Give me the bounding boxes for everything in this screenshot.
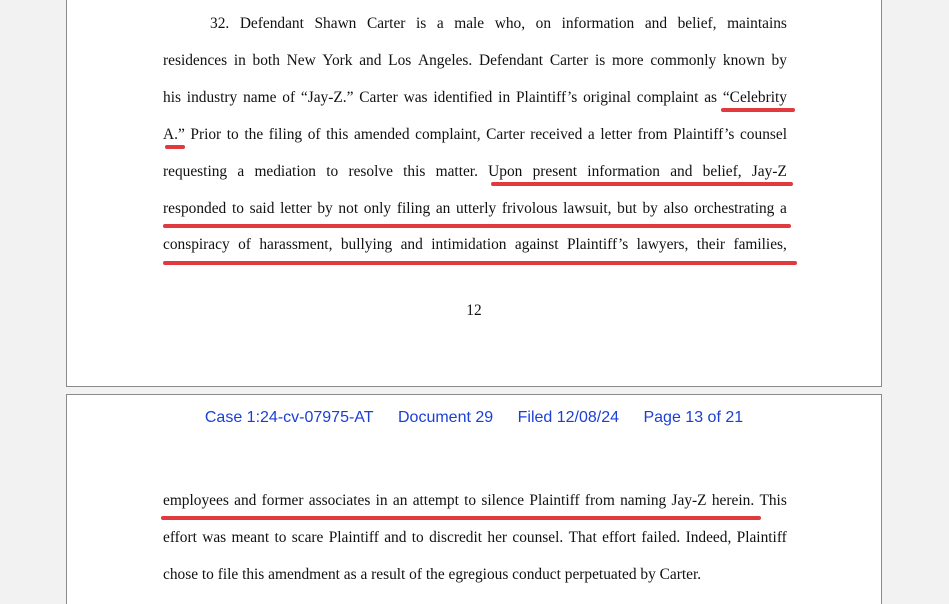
word: A.” — [163, 126, 185, 143]
underline-annotation — [721, 108, 795, 112]
word: counsel. — [512, 529, 564, 546]
word: effort — [163, 529, 197, 546]
word: but — [617, 200, 637, 217]
word: Jay-Z — [671, 492, 707, 509]
underline-annotation — [491, 182, 793, 186]
word: received — [530, 126, 583, 143]
word: in — [233, 52, 246, 69]
word: bullying — [340, 236, 393, 253]
word: lawyers, — [636, 236, 689, 253]
word: to — [464, 492, 477, 509]
word: amended — [353, 126, 410, 143]
word: Prior — [190, 126, 222, 143]
word: scare — [291, 529, 324, 546]
word: their — [696, 236, 726, 253]
word: from — [584, 492, 615, 509]
word: silence — [481, 492, 525, 509]
word: information — [587, 163, 660, 180]
word: utterly — [456, 200, 497, 217]
word: more — [611, 52, 644, 69]
word: a — [436, 15, 444, 32]
word: to — [226, 126, 239, 143]
word: to — [274, 529, 287, 546]
word: an — [435, 200, 451, 217]
word: associates — [308, 492, 371, 509]
word: is — [595, 52, 606, 69]
word: of — [238, 236, 251, 253]
word: letter — [280, 200, 312, 217]
word: known — [722, 52, 765, 69]
word: residences — [163, 52, 228, 69]
page-number: 12 — [466, 302, 482, 319]
word: and — [359, 52, 382, 69]
word: Indeed, — [685, 529, 732, 546]
word: Los — [388, 52, 412, 69]
word: employees — [163, 492, 229, 509]
word: conspiracy — [163, 236, 230, 253]
word: requesting — [163, 163, 228, 180]
word: counsel — [739, 126, 787, 143]
word: letter — [600, 126, 632, 143]
paragraph-line — [163, 565, 787, 585]
word: Plaintiff — [529, 492, 580, 509]
word: Carter — [366, 15, 406, 32]
word: is — [415, 15, 427, 32]
word: belief, — [677, 15, 717, 32]
word: Plaintiff’s — [515, 89, 578, 106]
word: New — [286, 52, 316, 69]
word: 32. — [210, 15, 230, 32]
word: resolve — [348, 163, 393, 180]
word: a — [780, 200, 787, 217]
word: present — [532, 163, 578, 180]
word: information — [561, 15, 635, 32]
word: responded — [163, 200, 227, 217]
word: Carter — [486, 126, 525, 143]
paragraph-line — [163, 491, 787, 511]
word: intimidation — [431, 236, 507, 253]
paragraph-line — [163, 88, 787, 108]
word: herein. — [711, 492, 755, 509]
document-page-13 — [66, 394, 882, 604]
word: male — [454, 15, 485, 32]
word: against — [514, 236, 559, 253]
word: original — [583, 89, 631, 106]
word: Jay-Z — [751, 163, 787, 180]
word: chose to file this amendment as a result of the egregious conduct perpetuated by Carter. — [163, 566, 702, 583]
word: complaint, — [415, 126, 481, 143]
word: harassment, — [259, 236, 333, 253]
word: “Celebrity — [722, 89, 787, 106]
word: an — [392, 492, 408, 509]
word: said — [249, 200, 275, 217]
filed-date: Filed 12/08/24 — [517, 409, 620, 426]
word: orchestrating — [694, 200, 775, 217]
word: by — [771, 52, 787, 69]
word: name — [243, 89, 277, 106]
paragraph-line — [163, 125, 787, 145]
underline-annotation — [163, 261, 797, 265]
word: on — [535, 15, 552, 32]
word: to — [326, 163, 339, 180]
word: both — [252, 52, 280, 69]
word: Plaintiff’s — [673, 126, 735, 143]
word: Defendant — [239, 15, 304, 32]
word: was — [403, 89, 428, 106]
document-page-12 — [66, 0, 882, 387]
word: filing — [268, 126, 303, 143]
word: who, — [494, 15, 526, 32]
page-count: Page 13 of 21 — [643, 409, 744, 426]
word: and — [384, 529, 407, 546]
word: Upon — [488, 163, 523, 180]
word: failed. — [641, 529, 681, 546]
word: not — [338, 200, 359, 217]
word: “Jay-Z.” — [300, 89, 354, 106]
word: by — [642, 200, 658, 217]
word: and — [400, 236, 423, 253]
word: This — [759, 492, 787, 509]
word: this — [403, 163, 426, 180]
word: in — [375, 492, 388, 509]
word: Plaintiff — [736, 529, 787, 546]
underline-annotation — [161, 516, 761, 520]
word: effort — [602, 529, 637, 546]
word: to — [411, 529, 424, 546]
word: Carter — [549, 52, 589, 69]
word: from — [637, 126, 668, 143]
word: and — [234, 492, 257, 509]
word: attempt — [412, 492, 459, 509]
word: to — [231, 200, 244, 217]
word: and — [644, 15, 668, 32]
word: Shawn — [314, 15, 357, 32]
word: a — [237, 163, 245, 180]
word: commonly — [650, 52, 717, 69]
word: Plaintiff’s — [566, 236, 629, 253]
word: filing — [396, 200, 431, 217]
paragraph-line — [163, 162, 787, 182]
word: meant — [231, 529, 270, 546]
word: the — [244, 126, 264, 143]
word: of — [307, 126, 321, 143]
word: in — [498, 89, 511, 106]
word: of — [282, 89, 296, 106]
word: maintains — [727, 15, 787, 32]
word: this — [326, 126, 349, 143]
word: a — [587, 126, 595, 143]
word: discredit — [429, 529, 483, 546]
case-number: Case 1:24-cv-07975-AT — [204, 409, 374, 426]
word: his — [163, 89, 181, 106]
word: her — [487, 529, 508, 546]
document-number: Document 29 — [398, 409, 494, 426]
word: Plaintiff — [328, 529, 379, 546]
ecf-header — [67, 409, 881, 427]
word: Angeles. — [417, 52, 473, 69]
word: and — [670, 163, 693, 180]
word: industry — [186, 89, 238, 106]
word: lawsuit, — [563, 200, 612, 217]
word: belief, — [702, 163, 742, 180]
word: former — [261, 492, 304, 509]
paragraph-line — [163, 199, 787, 219]
word: mediation — [254, 163, 316, 180]
word: Carter — [359, 89, 398, 106]
underline-annotation — [163, 224, 791, 228]
word: frivolous — [501, 200, 558, 217]
word: was — [202, 529, 227, 546]
word: complaint — [636, 89, 699, 106]
underline-annotation — [165, 145, 185, 149]
paragraph-line — [163, 528, 787, 548]
word: matter. — [435, 163, 478, 180]
word: Defendant — [478, 52, 544, 69]
word: only — [363, 200, 392, 217]
paragraph-line — [163, 51, 787, 71]
word: as — [704, 89, 718, 106]
word: also — [663, 200, 689, 217]
paragraph-line — [210, 14, 787, 34]
word: That — [568, 529, 597, 546]
word: identified — [433, 89, 493, 106]
word: by — [317, 200, 333, 217]
word: families, — [733, 236, 787, 253]
word: naming — [620, 492, 667, 509]
word: York — [322, 52, 353, 69]
paragraph-line — [163, 235, 787, 255]
